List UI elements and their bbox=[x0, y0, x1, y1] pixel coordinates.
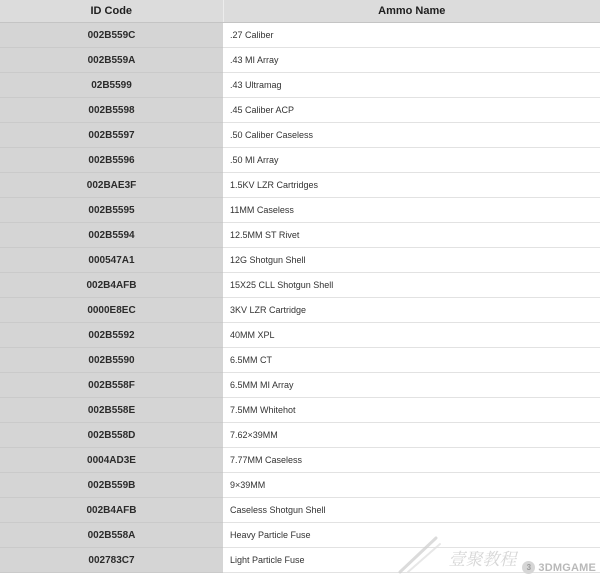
id-code-cell: 002B5594 bbox=[0, 223, 223, 248]
table-row bbox=[0, 323, 600, 348]
id-code-cell: 002B559B bbox=[0, 473, 223, 498]
table-body bbox=[0, 23, 600, 573]
id-code-cell: 002B559A bbox=[0, 48, 223, 73]
id-code-cell: 002783C7 bbox=[0, 548, 223, 573]
table-row bbox=[0, 198, 600, 223]
ammo-name-cell: Light Particle Fuse bbox=[223, 548, 600, 573]
id-code-cell: 000547A1 bbox=[0, 248, 223, 273]
ammo-name-cell: Caseless Shotgun Shell bbox=[223, 498, 600, 523]
ammo-name-cell: 12G Shotgun Shell bbox=[223, 248, 600, 273]
table-row bbox=[0, 523, 600, 548]
ammo-name-cell: 15X25 CLL Shotgun Shell bbox=[223, 273, 600, 298]
id-code-cell: 002B558E bbox=[0, 398, 223, 423]
table-row bbox=[0, 373, 600, 398]
ammo-name-cell: 7.62×39MM bbox=[223, 423, 600, 448]
id-code-cell: 002B5597 bbox=[0, 123, 223, 148]
table-row bbox=[0, 548, 600, 573]
ammo-name-cell: 6.5MM CT bbox=[223, 348, 600, 373]
table-row bbox=[0, 348, 600, 373]
ammo-name-cell: 40MM XPL bbox=[223, 323, 600, 348]
ammo-name-cell: .43 MI Array bbox=[223, 48, 600, 73]
header-ammo-name: Ammo Name bbox=[223, 0, 600, 23]
id-code-cell: 002B5590 bbox=[0, 348, 223, 373]
table-row bbox=[0, 73, 600, 98]
ammo-name-cell: Heavy Particle Fuse bbox=[223, 523, 600, 548]
table-row bbox=[0, 448, 600, 473]
ammo-name-cell: .50 Caliber Caseless bbox=[223, 123, 600, 148]
table-row bbox=[0, 398, 600, 423]
ammo-name-cell: .45 Caliber ACP bbox=[223, 98, 600, 123]
table-row bbox=[0, 423, 600, 448]
table-row bbox=[0, 23, 600, 48]
table-row bbox=[0, 123, 600, 148]
table-row bbox=[0, 248, 600, 273]
id-code-cell: 002B559C bbox=[0, 23, 223, 48]
watermark-site-text: 3DMGAME bbox=[538, 561, 596, 574]
id-code-cell: 002B5596 bbox=[0, 148, 223, 173]
table-row bbox=[0, 473, 600, 498]
table-row bbox=[0, 173, 600, 198]
id-code-cell: 002B558A bbox=[0, 523, 223, 548]
watermark-site-cn: 壹聚教程 bbox=[448, 550, 517, 570]
ammo-name-cell: .43 Ultramag bbox=[223, 73, 600, 98]
table-row bbox=[0, 223, 600, 248]
id-code-cell: 002B5598 bbox=[0, 98, 223, 123]
id-code-cell: 002B558F bbox=[0, 373, 223, 398]
table-row bbox=[0, 98, 600, 123]
ammo-name-cell: .50 MI Array bbox=[223, 148, 600, 173]
ammo-name-cell: 6.5MM MI Array bbox=[223, 373, 600, 398]
ammo-name-cell: 11MM Caseless bbox=[223, 198, 600, 223]
table-header bbox=[0, 0, 600, 23]
id-code-cell: 002B4AFB bbox=[0, 498, 223, 523]
ammo-name-cell: 3KV LZR Cartridge bbox=[223, 298, 600, 323]
header-id-code: ID Code bbox=[0, 0, 223, 23]
id-code-cell: 0000E8EC bbox=[0, 298, 223, 323]
ammo-name-cell: 7.5MM Whitehot bbox=[223, 398, 600, 423]
id-code-cell: 002B4AFB bbox=[0, 273, 223, 298]
table-row bbox=[0, 298, 600, 323]
id-code-cell: 002B558D bbox=[0, 423, 223, 448]
id-code-cell: 002B5595 bbox=[0, 198, 223, 223]
id-code-cell: 002B5592 bbox=[0, 323, 223, 348]
ammo-name-cell: 1.5KV LZR Cartridges bbox=[223, 173, 600, 198]
id-code-cell: 0004AD3E bbox=[0, 448, 223, 473]
ammo-name-cell: .27 Caliber bbox=[223, 23, 600, 48]
ammo-name-cell: 12.5MM ST Rivet bbox=[223, 223, 600, 248]
table-row bbox=[0, 273, 600, 298]
ammo-name-cell: 9×39MM bbox=[223, 473, 600, 498]
watermark-badge-icon: 3 bbox=[522, 561, 535, 574]
table-row bbox=[0, 48, 600, 73]
table-row bbox=[0, 498, 600, 523]
table-row bbox=[0, 148, 600, 173]
id-code-cell: 002BAE3F bbox=[0, 173, 223, 198]
id-code-cell: 02B5599 bbox=[0, 73, 223, 98]
ammo-name-cell: 7.77MM Caseless bbox=[223, 448, 600, 473]
